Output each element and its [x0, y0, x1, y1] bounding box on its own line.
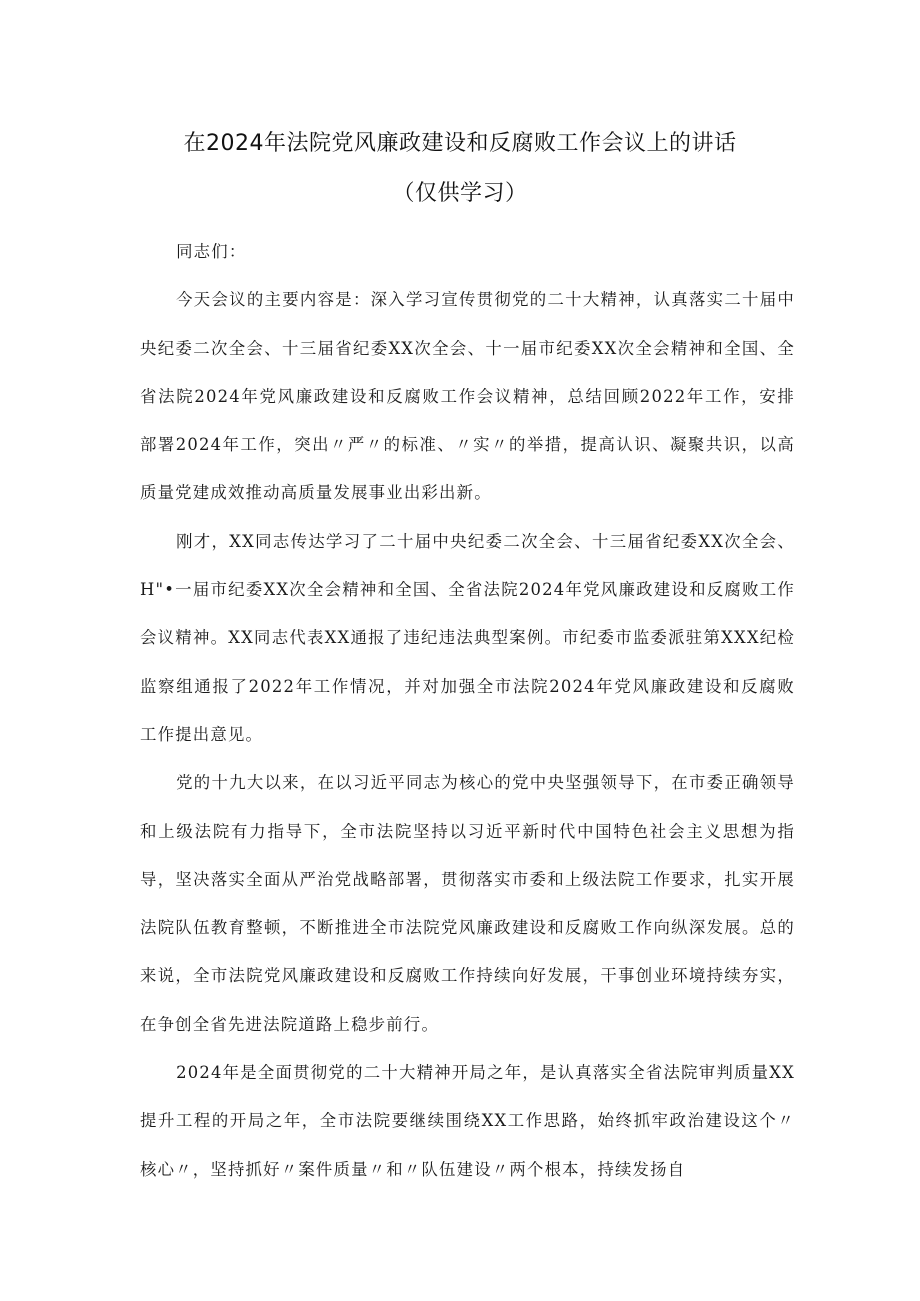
paragraph: 党的十九大以来，在以习近平同志为核心的党中央坚强领导下，在市委正确领导和上级法院有力指导下，全市法院坚持以习近平新时代中国特色社会主义思想为指导，坚决落实全面从严治党战略部署，贯彻落实市委和上级法院工作要求，扎实开展法院队伍教育整顿，不断推进全市法院党风廉政建设和反腐败工作向纵深发展。总的来说，全市法院党风廉政建设和反腐败工作持续向好发展，干事创业环境持续夯实，在争创全省先进法院道路上稳步前行。: [140, 773, 795, 1034]
salutation: 同志们：: [176, 242, 247, 261]
paragraph: 2024年是全面贯彻党的二十大精神开局之年，是认真落实全省法院审判质量XX提升工程的开局之年，全市法院要继续围绕XX工作思路，始终抓牢政治建设这个〃核心〃，坚持抓好〃案件质量〃和〃队伍建设〃两个根本，持续发扬自: [140, 1063, 795, 1179]
document-subtitle: （仅供学习）: [392, 181, 528, 206]
document-title: 在2024年法院党风廉政建设和反腐败工作会议上的讲话: [183, 131, 737, 156]
paragraph: 刚才，XX同志传达学习了二十届中央纪委二次全会、十三届省纪委XX次全会、H"•一届市纪委XX次全会精神和全国、全省法院2024年党风廉政建设和反腐败工作会议精神。XX同志代表XX通报了违纪违法典型案例。市纪委市监委派驻第XXX纪检监察组通报了2022年工作情况，并对加强全市法院2024年党风廉政建设和反腐败工作提出意见。: [140, 531, 795, 744]
document-body: [140, 228, 795, 1194]
paragraph: 今天会议的主要内容是：深入学习宣传贯彻党的二十大精神，认真落实二十届中央纪委二次全会、十三届省纪委XX次全会、十一届市纪委XX次全会精神和全国、全省法院2024年党风廉政建设和反腐败工作会议精神，总结回顾2022年工作，安排部署2024年工作，突出〃严〃的标准、〃实〃的举措，提高认识、凝聚共识，以高质量党建成效推动高质量发展事业出彩出新。: [140, 290, 795, 503]
